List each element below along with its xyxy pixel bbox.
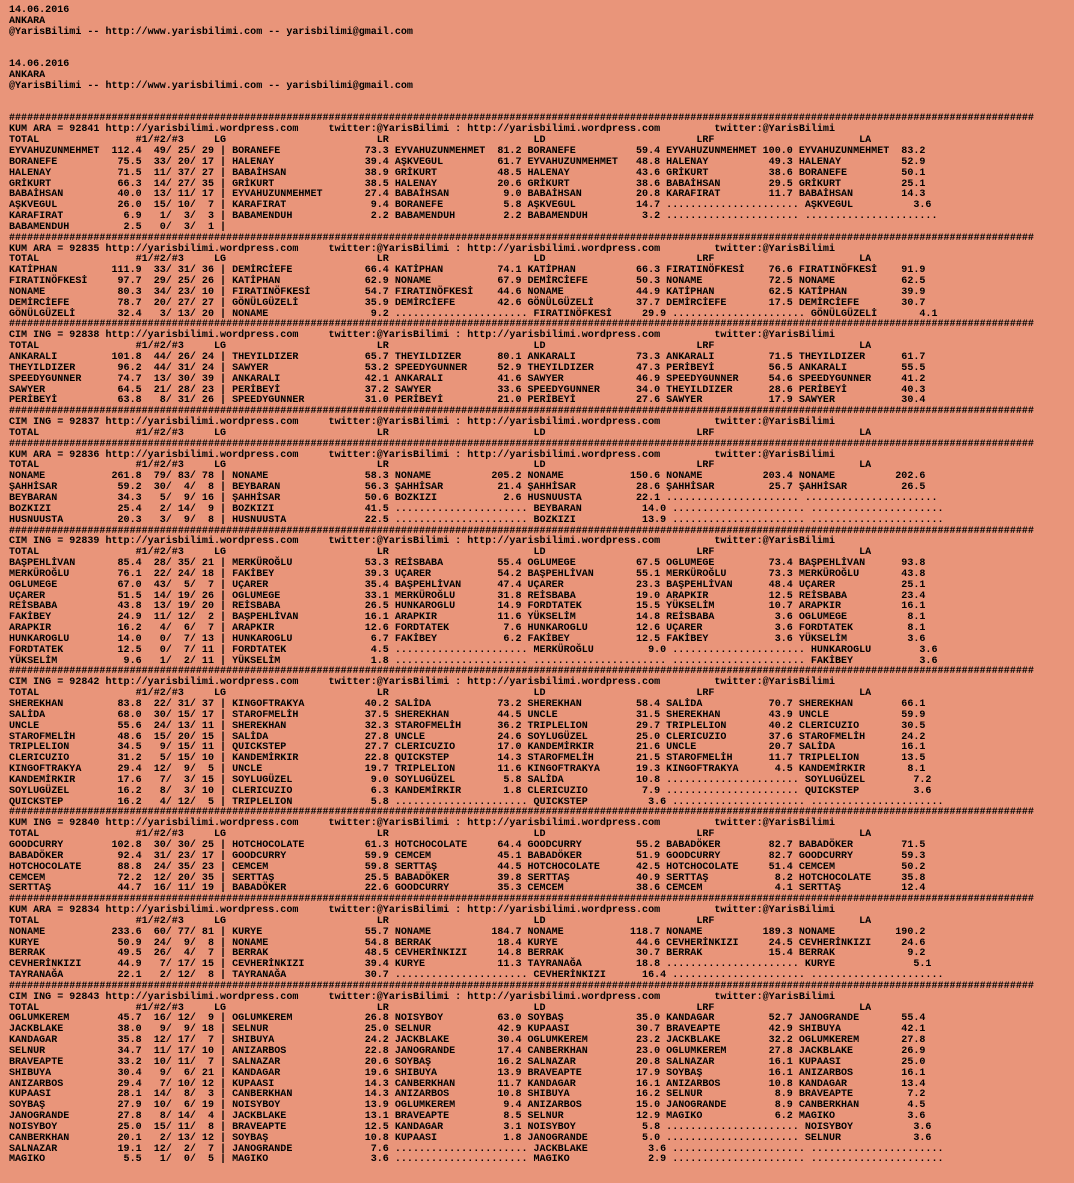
text-line: EYVAHUZUNMEHMET 112.4 49/ 25/ 29 | BORANEFE 73.3 EYVAHUZUNMEHMET 81.2 BORANEFE 59.4 EYVAHUZUNMEHMET 100.0 EYVAHUZUNMEHMET 83.2: [9, 145, 926, 157]
race-header-line: KUM ARA = 92835 http://yarisbilimi.wordpress.com twitter:@YarisBilimi : http://yarisbilimi.wordpress.com twitter:@YarisBilimi: [9, 243, 835, 255]
column-header-line: TOTAL #1/#2/#3 LG LR LD LRF LA: [9, 341, 872, 353]
text-line: FIRATINÖFKESİ 97.7 29/ 25/ 26 | KATİPHAN 62.9 NONAME 67.9 DEMİRCİEFE 50.3 NONAME 72.5 NONAME 62.5: [9, 276, 926, 288]
text-line: BABAİHSAN 40.0 13/ 11/ 17 | EYVAHUZUNMEHMET 27.4 BABAİHSAN 9.0 BABAİHSAN 20.8 KARAFIRAT 11.7 BABAİHSAN 14.3: [9, 189, 926, 201]
text-line: ANIZARBOS 29.4 7/ 10/ 12 | KUPAASI 14.3 CANBERKHAN 11.7 KANDAGAR 16.1 ANIZARBOS 10.8 KANDAGAR 13.4: [9, 1078, 926, 1090]
text-line: SPEEDYGUNNER 74.7 13/ 30/ 39 | ANKARALI 42.1 ANKARALI 41.6 SAWYER 46.9 SPEEDYGUNNER 54.6 SPEEDYGUNNER 41.2: [9, 373, 926, 385]
text-line: BABADÖKER 92.4 31/ 23/ 17 | GOODCURRY 59.9 CEMCEM 45.1 BABADÖKER 51.9 GOODCURRY 82.7 GOODCURRY 59.3: [9, 850, 926, 862]
text-line: FORDTATEK 12.5 0/ 7/ 11 | FORDTATEK 4.5 ...................... MERKÜROĞLU 9.0 ...................... HUNKAROGLU 3.6: [9, 644, 938, 656]
text-line: NONAME 80.3 34/ 23/ 10 | FIRATINÖFKESİ 54.7 FIRATINÖFKESİ 44.6 NONAME 44.9 KATİPHAN 62.5 KATİPHAN 39.9: [9, 286, 926, 298]
text-line: GRİKURT 66.3 14/ 27/ 35 | GRİKURT 38.5 HALENAY 20.6 GRİKURT 38.6 BABAİHSAN 29.5 GRİKURT 25.1: [9, 178, 926, 190]
text-line: DEMİRCİEFE 78.7 20/ 27/ 27 | GÖNÜLGÜZELİ 35.9 DEMİRCİEFE 42.6 GÖNÜLGÜZELİ 37.7 DEMİRCİEFE 17.5 DEMİRCİEFE 30.7: [9, 297, 926, 309]
text-line: BOZKIZI 25.4 2/ 14/ 9 | BOZKIZI 41.5 ...................... BEYBARAN 14.0 ...................... ......................: [9, 503, 944, 515]
text-line: STAROFMELİH 48.6 15/ 20/ 15 | SALİDA 27.8 UNCLE 24.6 SOYLUGÜZEL 25.0 CLERICUZIO 37.6 STAROFMELİH 24.2: [9, 731, 926, 743]
text-line: OGLUMKEREM 45.7 16/ 12/ 9 | OGLUMKEREM 26.8 NOISYBOY 63.0 SOYBAŞ 35.0 KANDAGAR 52.7 JANOGRANDE 55.4: [9, 1013, 926, 1025]
text-line: FAKİBEY 24.9 11/ 12/ 2 | BAŞPEHLİVAN 16.1 ARAPKIR 11.6 YÜKSELİM 14.8 REİSBABA 3.6 OGLUMEGE 8.1: [9, 612, 926, 624]
text-line: BAŞPEHLİVAN 85.4 28/ 35/ 21 | MERKÜROĞLU 53.3 REİSBABA 55.4 OGLUMEGE 67.5 OGLUMEGE 73.4 BAŞPEHLİVAN 93.8: [9, 558, 926, 570]
text-line: JACKBLAKE 38.0 9/ 9/ 18 | SELNUR 25.0 SELNUR 42.9 KUPAASI 30.7 BRAVEAPTE 42.9 SHIBUYA 42.1: [9, 1024, 926, 1036]
text-line: CEMCEM 72.2 12/ 20/ 35 | SERTTAŞ 25.5 BABADÖKER 39.8 SERTTAŞ 40.9 SERTTAŞ 8.2 HOTCHOCOLATE 35.8: [9, 872, 926, 884]
text-line: QUICKSTEP 16.2 4/ 12/ 5 | TRIPLELION 5.8 ...................... QUICKSTEP 3.6 ...................... ......................: [9, 796, 944, 808]
text-line: SOYBAŞ 27.9 10/ 6/ 19 | NOISYBOY 13.9 OGLUMKEREM 9.4 ANIZARBOS 15.0 JANOGRANDE 8.9 CANBERKHAN 4.5: [9, 1100, 926, 1112]
text-line: SAWYER 64.5 21/ 28/ 23 | PERİBEYİ 37.2 SAWYER 33.6 SPEEDYGUNNER 34.0 THEYILDIZER 28.6 PERİBEYİ 40.3: [9, 384, 926, 396]
column-header-line: TOTAL #1/#2/#3 LG LR LD LRF LA: [9, 1002, 872, 1014]
text-line: PERİBEYİ 63.8 8/ 31/ 26 | SPEEDYGUNNER 31.0 PERİBEYİ 21.0 PERİBEYİ 27.6 SAWYER 17.9 SAWYER 30.4: [9, 395, 926, 407]
text-line: NOISYBOY 25.0 15/ 11/ 8 | BRAVEAPTE 12.5 KANDAGAR 3.1 NOISYBOY 5.8 ...................... NOISYBOY 3.6: [9, 1121, 932, 1133]
text-line: HALENAY 71.5 11/ 37/ 27 | BABAİHSAN 38.9 GRİKURT 48.5 HALENAY 43.6 GRİKURT 38.6 BORANEFE 50.1: [9, 167, 926, 179]
text-line: 14.06.2016: [9, 59, 70, 71]
text-line: CANBERKHAN 20.1 2/ 13/ 12 | SOYBAŞ 10.8 KUPAASI 1.8 JANOGRANDE 5.0 ...................... SELNUR 3.6: [9, 1132, 932, 1144]
column-header-line: TOTAL #1/#2/#3 LG LR LD LRF LA: [9, 915, 872, 927]
text-line: MERKÜROĞLU 76.1 22/ 24/ 18 | FAKİBEY 39.3 UÇARER 54.2 BAŞPEHLİVAN 55.1 MERKÜROĞLU 73.3 MERKÜROĞLU 43.8: [9, 568, 926, 580]
text-line: @YarisBilimi -- http://www.yarisbilimi.com -- yarisbilimi@gmail.com: [9, 80, 413, 92]
separator-line: ##########################################################################################################################################################################: [9, 980, 1034, 992]
text-line: MAGIKO 5.5 1/ 0/ 5 | MAGIKO 3.6 ...................... MAGIKO 2.9 ...................... ......................: [9, 1154, 944, 1166]
text-line: KATİPHAN 111.9 33/ 31/ 36 | DEMİRCİEFE 66.4 KATİPHAN 74.1 KATİPHAN 66.3 FIRATINÖFKESİ 76.6 FIRATINÖFKESİ 91.9: [9, 265, 926, 277]
separator-line: ##########################################################################################################################################################################: [9, 525, 1034, 537]
text-line: BERRAK 49.5 26/ 4/ 7 | BERRAK 48.5 CEVHERİNKIZI 14.8 BERRAK 30.7 BERRAK 15.4 BERRAK 9.2: [9, 948, 926, 960]
race-header-line: KUM ARA = 92836 http://yarisbilimi.wordpress.com twitter:@YarisBilimi : http://yarisbilimi.wordpress.com twitter:@YarisBilimi: [9, 449, 835, 461]
separator-line: ##########################################################################################################################################################################: [9, 406, 1034, 418]
text-line: GOODCURRY 102.8 30/ 30/ 25 | HOTCHOCOLATE 61.3 HOTCHOCOLATE 64.4 GOODCURRY 55.2 BABADÖKER 82.7 BABADÖKER 71.5: [9, 839, 926, 851]
text-line: GÖNÜLGÜZELİ 32.4 3/ 13/ 20 | NONAME 9.2 ...................... FIRATINÖFKESİ 29.9 ...................... GÖNÜLGÜZELİ 4.1: [9, 308, 938, 320]
text-line: BORANEFE 75.5 33/ 20/ 17 | HALENAY 39.4 AŞKVEGUL 61.7 EYVAHUZUNMEHMET 48.8 HALENAY 49.3 HALENAY 52.9: [9, 156, 926, 168]
race-header-line: CIM ING = 92838 http://yarisbilimi.wordpress.com twitter:@YarisBilimi : http://yarisbilimi.wordpress.com twitter:@YarisBilimi: [9, 330, 835, 342]
text-line: NONAME 233.6 60/ 77/ 81 | KURYE 55.7 NONAME 184.7 NONAME 118.7 NONAME 189.3 NONAME 190.2: [9, 926, 926, 938]
text-line: ŞAHHİSAR 59.2 30/ 4/ 8 | BEYBARAN 56.3 ŞAHHİSAR 21.4 ŞAHHİSAR 28.6 ŞAHHİSAR 25.7 ŞAHHİSAR 26.5: [9, 482, 926, 494]
text-line: TAYRANAĞA 22.1 2/ 12/ 8 | TAYRANAĞA 30.7 ...................... CEVHERİNKIZI 16.4 ...................... ......................: [9, 970, 944, 982]
column-header-line: TOTAL #1/#2/#3 LG LR LD LRF LA: [9, 688, 872, 700]
race-header-line: CIM ING = 92843 http://yarisbilimi.wordpress.com twitter:@YarisBilimi : http://yarisbilimi.wordpress.com twitter:@YarisBilimi: [9, 991, 835, 1003]
text-line: 14.06.2016: [9, 5, 70, 16]
text-line: AŞKVEGUL 26.0 15/ 10/ 7 | KARAFIRAT 9.4 BORANEFE 5.8 AŞKVEGUL 14.7 ...................... AŞKVEGUL 3.6: [9, 200, 932, 212]
separator-line: ##########################################################################################################################################################################: [9, 666, 1034, 678]
text-line: ANKARA: [9, 70, 46, 82]
text-line: NONAME 261.8 79/ 83/ 78 | NONAME 58.3 NONAME 205.2 NONAME 150.6 NONAME 203.4 NONAME 202.6: [9, 471, 926, 483]
text-line: CLERICUZIO 31.2 5/ 15/ 10 | KANDEMİRKIR 22.8 QUICKSTEP 14.3 STAROFMELİH 21.5 STAROFMELİH 11.7 TRIPLELION 13.5: [9, 753, 926, 765]
text-line: SELNUR 34.7 11/ 17/ 10 | ANIZARBOS 22.8 JANOGRANDE 17.4 CANBERKHAN 23.0 OGLUMKEREM 27.8 JACKBLAKE 26.9: [9, 1046, 926, 1057]
blank-line: [9, 49, 1034, 60]
text-line: SHEREKHAN 83.8 22/ 31/ 37 | KINGOFTRAKYA 40.2 SALİDA 73.2 SHEREKHAN 58.4 SALİDA 70.7 SHEREKHAN 66.1: [9, 699, 926, 710]
text-line: BEYBARAN 34.3 5/ 9/ 16 | ŞAHHİSAR 50.6 BOZKIZI 2.6 HUSNUUSTA 22.1 ...................... ......................: [9, 492, 938, 504]
text-line: HUSNUUSTA 20.3 3/ 9/ 8 | HUSNUUSTA 22.5 ...................... BOZKIZI 13.9 ...................... ......................: [9, 514, 944, 526]
separator-line: ##########################################################################################################################################################################: [9, 319, 1034, 331]
text-line: HOTCHOCOLATE 88.8 24/ 35/ 23 | CEMCEM 59.8 SERTTAŞ 44.5 HOTCHOCOLATE 42.5 HOTCHOCOLATE 51.4 CEMCEM 50.2: [9, 861, 926, 873]
column-header-line: TOTAL #1/#2/#3 LG LR LD LRF LA: [9, 427, 872, 439]
text-line: KINGOFTRAKYA 29.4 12/ 9/ 5 | UNCLE 19.7 TRIPLELION 11.6 KINGOFTRAKYA 19.3 KINGOFTRAKYA 4.5 KANDEMİRKIR 8.1: [9, 764, 926, 776]
text-line: THEYILDIZER 96.2 44/ 31/ 24 | SAWYER 53.2 SPEEDYGUNNER 52.9 THEYILDIZER 47.3 PERİBEYİ 56.5 ANKARALI 55.5: [9, 362, 926, 374]
column-header-line: TOTAL #1/#2/#3 LG LR LD LRF LA: [9, 547, 872, 559]
text-line: REİSBABA 43.8 13/ 19/ 20 | REİSBABA 26.5 HUNKAROGLU 14.9 FORDTATEK 15.5 YÜKSELİM 10.7 ARAPKIR 16.1: [9, 601, 926, 613]
column-header-line: TOTAL #1/#2/#3 LG LR LD LRF LA: [9, 254, 872, 266]
text-line: ANKARA: [9, 15, 46, 27]
blank-line: [9, 93, 1034, 104]
text-line: UNCLE 55.6 24/ 13/ 11 | SHEREKHAN 32.3 STAROFMELİH 36.2 TRIPLELION 29.7 TRIPLELION 40.2 CLERICUZIO 30.5: [9, 720, 926, 732]
separator-line: ##########################################################################################################################################################################: [9, 807, 1034, 819]
text-line: TRIPLELION 34.5 9/ 15/ 11 | QUICKSTEP 27.7 CLERICUZIO 17.0 KANDEMİRKIR 21.6 UNCLE 20.7 SALİDA 16.1: [9, 742, 926, 754]
text-line: BRAVEAPTE 33.2 10/ 11/ 7 | SALNAZAR 20.6 SOYBAŞ 16.2 SALNAZAR 20.8 SALNAZAR 16.1 KUPAASI 25.0: [9, 1056, 926, 1068]
text-line: SALNAZAR 19.1 12/ 2/ 7 | JANOGRANDE 7.6 ...................... JACKBLAKE 3.6 ...................... ......................: [9, 1143, 944, 1155]
text-line: ARAPKIR 16.2 4/ 6/ 7 | ARAPKIR 12.6 FORDTATEK 7.6 HUNKAROGLU 12.6 UÇARER 3.6 FORDTATEK 8.1: [9, 623, 926, 635]
text-line: KARAFIRAT 6.9 1/ 3/ 3 | BABAMENDUH 2.2 BABAMENDUH 2.2 BABAMENDUH 3.2 ...................... ......................: [9, 211, 938, 223]
text-line: CEVHERİNKIZI 44.9 7/ 17/ 15 | CEVHERİNKIZI 39.4 KURYE 11.3 TAYRANAĞA 18.8 ...................... KURYE 5.1: [9, 959, 932, 971]
column-header-line: TOTAL #1/#2/#3 LG LR LD LRF LA: [9, 460, 872, 472]
text-line: KURYE 50.9 24/ 9/ 8 | NONAME 54.8 BERRAK 18.4 KURYE 44.6 CEVHERİNKIZI 24.5 CEVHERİNKIZI 24.6: [9, 937, 926, 949]
race-results-text: [9, 6, 1034, 1166]
text-line: JANOGRANDE 27.8 8/ 14/ 4 | JACKBLAKE 13.1 BRAVEAPTE 8.5 SELNUR 12.9 MAGIKO 6.2 MAGIKO 3.6: [9, 1111, 926, 1123]
text-line: @YarisBilimi -- http://www.yarisbilimi.com -- yarisbilimi@gmail.com: [9, 26, 413, 38]
separator-line: ##########################################################################################################################################################################: [9, 438, 1034, 450]
text-line: ANKARALI 101.8 44/ 26/ 24 | THEYILDIZER 65.7 THEYILDIZER 80.1 ANKARALI 73.3 ANKARALI 71.5 THEYILDIZER 61.7: [9, 352, 926, 363]
column-header-line: TOTAL #1/#2/#3 LG LR LD LRF LA: [9, 829, 872, 841]
text-line: SOYLUGÜZEL 16.2 8/ 3/ 10 | CLERICUZIO 6.3 KANDEMİRKIR 1.8 CLERICUZIO 7.9 ...................... QUICKSTEP 3.6: [9, 785, 932, 797]
separator-line: ##########################################################################################################################################################################: [9, 894, 1034, 906]
text-line: KANDEMİRKIR 17.6 7/ 3/ 15 | SOYLUGÜZEL 9.0 SOYLUGÜZEL 5.8 SALİDA 10.8 ...................... SOYLUGÜZEL 7.2: [9, 774, 932, 786]
text-line: SHIBUYA 30.4 9/ 6/ 21 | KANDAGAR 19.6 SHIBUYA 13.9 BRAVEAPTE 17.9 SOYBAŞ 16.1 ANIZARBOS 16.1: [9, 1067, 926, 1079]
race-header-line: CIM ING = 92839 http://yarisbilimi.wordpress.com twitter:@YarisBilimi : http://yarisbilimi.wordpress.com twitter:@YarisBilimi: [9, 536, 835, 548]
text-line: YÜKSELİM 9.6 1/ 2/ 11 | YÜKSELİM 1.8 ...................... ...................... ...................... FAKİBEY 3.6: [9, 655, 938, 667]
separator-line: ##########################################################################################################################################################################: [9, 232, 1034, 244]
race-header-line: KUM ARA = 92834 http://yarisbilimi.wordpress.com twitter:@YarisBilimi : http://yarisbilimi.wordpress.com twitter:@YarisBilimi: [9, 905, 835, 917]
column-header-line: TOTAL #1/#2/#3 LG LR LD LRF LA: [9, 135, 872, 147]
race-header-line: KUM ING = 92840 http://yarisbilimi.wordpress.com twitter:@YarisBilimi : http://yarisbilimi.wordpress.com twitter:@YarisBilimi: [9, 818, 835, 830]
separator-line: ##########################################################################################################################################################################: [9, 113, 1034, 125]
text-line: BABAMENDUH 2.5 0/ 3/ 1 |: [9, 221, 227, 233]
race-header-line: CIM ING = 92842 http://yarisbilimi.wordpress.com twitter:@YarisBilimi : http://yarisbilimi.wordpress.com twitter:@YarisBilimi: [9, 677, 835, 689]
race-header-line: KUM ARA = 92841 http://yarisbilimi.wordpress.com twitter:@YarisBilimi : http://yarisbilimi.wordpress.com twitter:@YarisBilimi: [9, 124, 835, 136]
text-line: SERTTAŞ 44.7 16/ 11/ 19 | BABADÖKER 22.6 GOODCURRY 35.3 CEMCEM 38.6 CEMCEM 4.1 SERTTAŞ 12.4: [9, 883, 926, 895]
text-line: KANDAGAR 35.8 12/ 17/ 7 | SHIBUYA 24.2 JACKBLAKE 30.4 OGLUMKEREM 23.2 JACKBLAKE 32.2 OGLUMKEREM 27.8: [9, 1035, 926, 1047]
race-header-line: CIM ING = 92837 http://yarisbilimi.wordpress.com twitter:@YarisBilimi : http://yarisbilimi.wordpress.com twitter:@YarisBilimi: [9, 417, 835, 429]
text-line: KUPAASI 28.1 14/ 8/ 3 | CANBERKHAN 14.3 ANIZARBOS 10.8 SHIBUYA 16.2 SELNUR 8.9 BRAVEAPTE 7.2: [9, 1089, 926, 1101]
blank-line: [9, 39, 1034, 50]
text-line: SALİDA 68.0 30/ 15/ 17 | STAROFMELİH 37.5 SHEREKHAN 44.5 UNCLE 31.5 SHEREKHAN 43.9 UNCLE 59.9: [9, 709, 926, 721]
text-line: HUNKAROGLU 14.0 0/ 7/ 13 | HUNKAROGLU 6.7 FAKİBEY 6.2 FAKİBEY 12.5 FAKİBEY 3.6 YÜKSELİM 3.6: [9, 633, 926, 645]
text-line: OGLUMEGE 67.0 43/ 5/ 7 | UÇARER 35.4 BAŞPEHLİVAN 47.4 UÇARER 23.3 BAŞPEHLİVAN 48.4 UÇARER 25.1: [9, 579, 926, 591]
text-line: UÇARER 51.5 14/ 19/ 26 | OGLUMEGE 33.1 MERKÜROĞLU 31.8 REİSBABA 19.0 ARAPKIR 12.5 REİSBABA 23.4: [9, 590, 926, 602]
